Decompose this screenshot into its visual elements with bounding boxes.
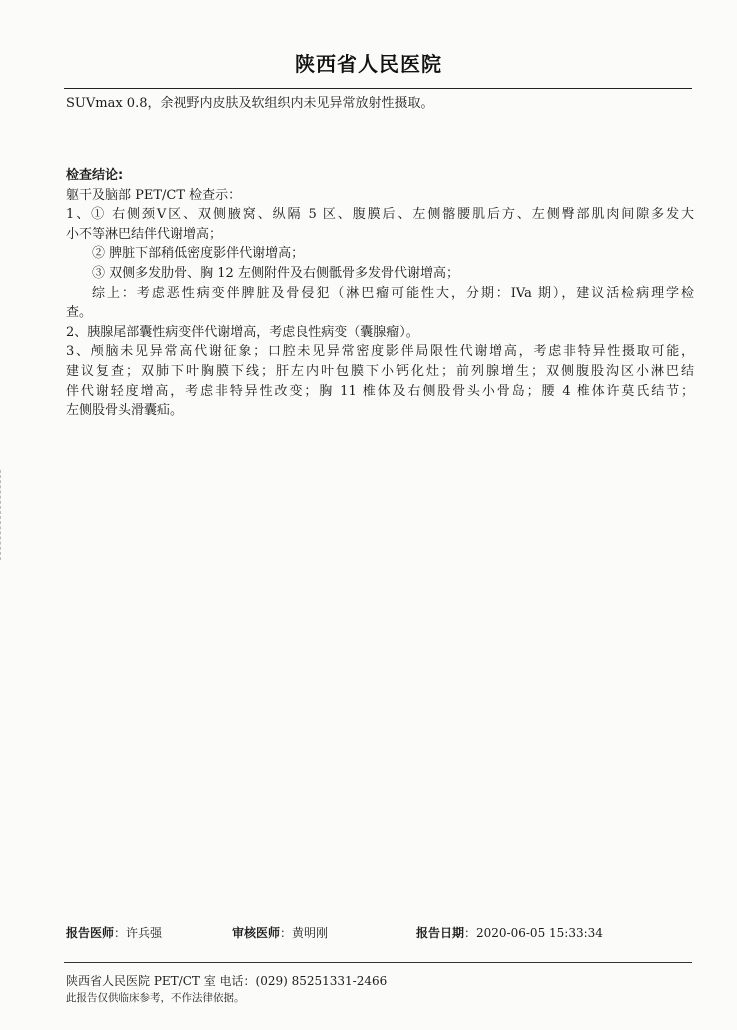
report-date-value: ：2020-06-05 15:33:34 <box>464 926 603 940</box>
conclusion-line: 左侧股骨头滑囊疝。 <box>66 403 184 419</box>
conclusion-line: 2、胰腺尾部囊性病变伴代谢增高，考虑良性病变（囊腺瘤）。 <box>66 324 419 340</box>
report-doctor-value: ：许兵强 <box>114 926 163 940</box>
conclusion-line: 查。 <box>66 305 93 321</box>
conclusion-line: ② 脾脏下部稍低密度影伴代谢增高； <box>92 246 305 262</box>
footer-contact: 陕西省人民医院 PET/CT 室 电话：(029) 85251331-2466 <box>66 974 388 988</box>
conclusion-section <box>66 166 694 421</box>
report-date <box>416 924 603 941</box>
header-divider <box>64 88 692 89</box>
report-date-label: 报告日期 <box>416 926 465 940</box>
reviewer-value: ：黄明刚 <box>280 926 329 940</box>
reviewer-label: 审核医师 <box>232 926 281 940</box>
conclusion-line: ③ 双侧多发肋骨、胸 12 左侧附件及右侧骶骨多发骨代谢增高； <box>92 265 459 281</box>
findings-tail-text: SUVmax 0.8，余视野内皮肤及软组织内未见异常放射性摄取。 <box>66 96 434 111</box>
conclusion-line: 综上：考虑恶性病变伴脾脏及骨侵犯（淋巴瘤可能性大，分期：IVa 期），建议活检病理学检 <box>92 285 694 301</box>
binding-edge-mark <box>0 470 7 560</box>
conclusion-line: 小不等淋巴结伴代谢增高； <box>66 226 223 242</box>
conclusion-line: 建议复查；双肺下叶胸膜下线；肝左内叶包膜下小钙化灶；前列腺增生；双侧腹股沟区小淋巴结 <box>66 363 694 379</box>
conclusion-line: 1、① 右侧颈Ⅴ区、双侧腋窝、纵隔 5 区、腹膜后、左侧髂腰肌后方、左侧臀部肌肉间隙多发大 <box>66 207 694 223</box>
footer-divider <box>64 962 692 963</box>
conclusion-line: 3、颅脑未见异常高代谢征象；口腔未见异常密度影伴局限性代谢增高，考虑非特异性摄取可能， <box>66 344 694 360</box>
reviewer <box>232 924 328 941</box>
report-doctor <box>66 924 162 941</box>
conclusion-line: 躯干及脑部 PET/CT 检查示： <box>66 187 242 203</box>
report-doctor-label: 报告医师 <box>66 926 115 940</box>
conclusion-heading: 检查结论: <box>66 168 124 183</box>
footer-disclaimer: 此报告仅供临床参考，不作法律依据。 <box>66 992 245 1004</box>
hospital-title: 陕西省人民医院 <box>295 52 442 76</box>
conclusion-line: 伴代谢轻度增高，考虑非特异性改变；胸 11 椎体及右侧股骨头小骨岛；腰 4 椎体许莫氏结节； <box>66 383 694 399</box>
